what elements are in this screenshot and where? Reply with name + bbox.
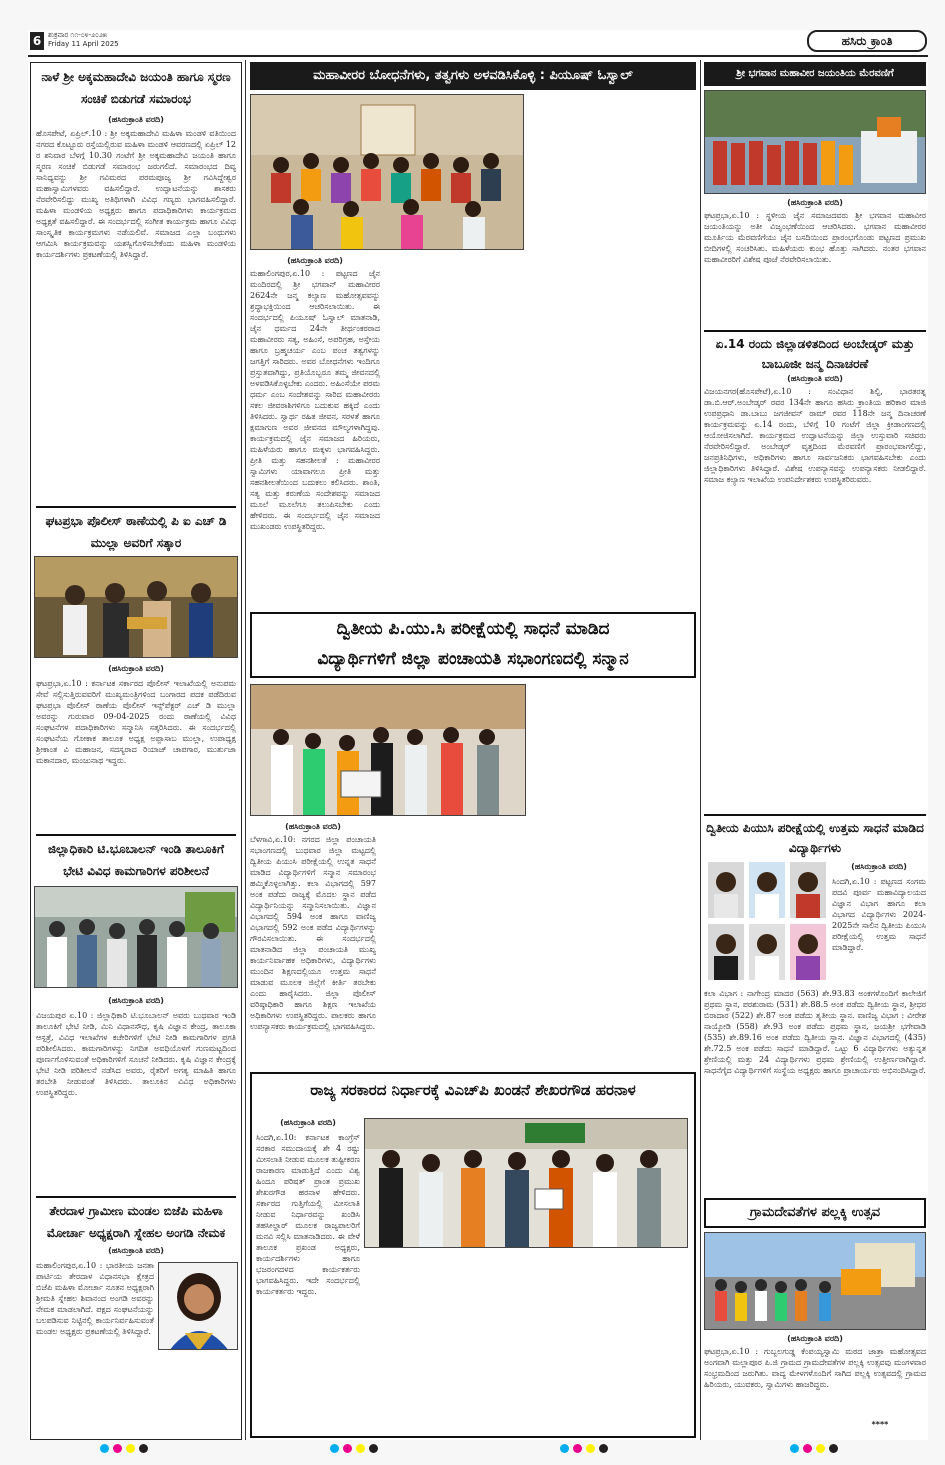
- body-police: ಘಟಪ್ರಭಾ,ಏ.10 : ಕರ್ನಾಟಕ ಸರ್ಕಾರದ ಪೊಲೀಸ್ ಇಲಾಖೆಯಲ್ಲಿ ಅನುಪಮ ಸೇವೆ ಸಲ್ಲಿಸುತ್ತಿರುವವರಿಗೆ ಮುಖ್ಯಮಂತ್ರಿಗಳಿಂದ ಬಂಗಾರದ ಪದಕ ಪಡೆದಿರುವ ಘಟಪ್ರಭಾ ಪೊಲೀಸ್ ಠಾಣೆಯ ಪೊಲೀಸ್ ಇನ್ಸ್‌ಪೆಕ್ಟರ್ ಎಚ್ ಡಿ ಮುಲ್ಲಾ ಅವರನ್ನು ಗುರುವಾರ 09-04-2025 ರಂದು ಠಾಣೆಯಲ್ಲಿ ವಿವಿಧ ಸಂಘಟನೆಗಳ ಪದಾಧಿಕಾರಿಗಳು ಸನ್ಮಾನಿಸಿ ಸತ್ಕರಿಸಿದರು. ಈ ಸಂದರ್ಭದಲ್ಲಿ ಸಂಘಟನೆಯ ಗೋಕಾಕ ತಾಲೂಕ ಅಧ್ಯಕ್ಷ ಅಪ್ಪಾಸಾಬ ಮುಲ್ಲಾ, ಉಪಾಧ್ಯಕ್ಷ ಶ್ರೀಕಾಂತ ವಿ ಮಹಾಜನ, ಸದಸ್ಯರಾದ ರಿಯಾಜ್ ಚಾಪಗಾರ, ಮುರ್ತುಜಾ ಮಕಾನದಾರ, ಮಂಜುನಾಥ ಇದ್ದರು.: [36, 679, 236, 765]
- body-vhp-col2: [364, 1254, 468, 1432]
- credit-procession: (ಹಸಿರುಕ್ರಾಂತಿ ವರದಿ): [787, 198, 843, 207]
- headline-akkamahadevi: ನಾಳೆ ಶ್ರೀ ಅಕ್ಕಮಹಾದೇವಿ ಜಯಂತಿ ಹಾಗೂ ಸ್ಮರಣ ಸಂಚಿಕೆ ಬಿಡುಗಡೆ ಸಮಾರಂಭ: [41, 70, 231, 106]
- register-dot-yellow: [816, 1444, 825, 1453]
- headline-collector: ಜಿಲ್ಲಾಧಿಕಾರಿ ಟಿ.ಭೂಬಾಲನ್ ಇಂಡಿ ತಾಲೂಕಿಗೆ ಭೇಟಿ ವಿವಿಧ ಕಾಮಗಾರಿಗಳ ಪರಿಶೀಲನೆ: [36, 834, 236, 882]
- register-dot-yellow: [586, 1444, 595, 1453]
- body-vhp-col4: [584, 1254, 688, 1432]
- issue-date-english: Friday 11 April 2025: [48, 40, 119, 48]
- headline-police: ಘಟಪ್ರಭಾ ಪೊಲೀಸ್ ಠಾಣೆಯಲ್ಲಿ ಪಿ ಐ ಎಚ್ ಡಿ ಮುಲ್ಲಾ ಅವರಿಗೆ ಸತ್ಕಾರ: [36, 506, 236, 554]
- register-dot-yellow: [356, 1444, 365, 1453]
- register-dot-magenta: [343, 1444, 352, 1453]
- register-dot-black: [599, 1444, 608, 1453]
- article-end-mark: ****: [871, 1420, 889, 1429]
- headline-ambedkar: ಏ.14 ರಂದು ಜಿಲ್ಲಾಡಳಿತದಿಂದ ಅಂಬೇಡ್ಕರ್ ಮತ್ತು ಬಾಬೂಜೀ ಜನ್ಮ ದಿನಾಚರಣೆ: [704, 330, 926, 374]
- credit-police: (ಹಸಿರುಕ್ರಾಂತಿ ವರದಿ): [108, 664, 164, 673]
- registration-marks: [790, 1444, 838, 1453]
- photo-vhp-memorandum: [364, 1118, 688, 1248]
- headline-puc-line2: ವಿದ್ಯಾರ್ಥಿಗಳಿಗೆ ಜಿಲ್ಲಾ ಪಂಚಾಯತಿ ಸಭಾಂಗಣದಲ್ಲಿ ಸನ್ಮಾನ: [317, 649, 629, 669]
- issue-date-kannada: ಶುಕ್ರವಾರ ೧೧-೦೪-೨೦೨೫: [48, 31, 107, 39]
- body-bjp-intro: ಮಹಾಲಿಂಗಪುರ,ಏ.10 : ಭಾರತೀಯ ಜನತಾ ಪಾರ್ಟಿಯ ತೇರದಾಳ ವಿಧಾನಸಭಾ ಕ್ಷೇತ್ರದ ಬಿಜೆಪಿ ಮಹಿಳಾ ಮೋರ್ಚಾ ನೂತನ ಅಧ್ಯಕ್ಷರಾಗಿ ಶ್ರೀಮತಿ ಸ್ನೇಹಲ ಶಿವಾನಂದ ಅಂಗಡಿ ಅವರನ್ನು ನೇಮಕ ಮಾಡಲಾಗಿದೆ. ಪಕ್ಷದ ಸಂಘಟನೆಯನ್ನು ಬಲಪಡಿಸುವ ನಿಟ್ಟಿನಲ್ಲಿ ಕಾರ್ಯನಿರ್ವಹಿಸುವಂತೆ ಮಂಡಲ ಅಧ್ಯಕ್ಷರು ಪ್ರಕಟಣೆಯಲ್ಲಿ ತಿಳಿಸಿದ್ದಾರೆ.: [36, 1261, 154, 1336]
- body-mahaveer-col1: ಮಹಾಲಿಂಗಪುರ,ಏ.10 : ಪಟ್ಟಣದ ಜೈನ ಮಂದಿರದಲ್ಲಿ ಶ್ರೀ ಭಗವಾನ್ ಮಹಾವೀರರ 2624ನೇ ಜನ್ಮ ಕಲ್ಯಾಣ ಮಹೋತ್ಸವವನ್ನು ಶ್ರದ್ಧಾಭಕ್ತಿಯಿಂದ ಆಚರಿಸಲಾಯಿತು. ಈ ಸಂದರ್ಭದಲ್ಲಿ ಪಿಯೂಷ್ ಓಸ್ವಾಲ್ ಮಾತನಾಡಿ, ಜೈನ ಧರ್ಮದ 24ನೇ ತೀರ್ಥಂಕರರಾದ ಮಹಾವೀರರು ಸತ್ಯ, ಅಹಿಂಸೆ, ಅಪರಿಗ್ರಹ, ಅಸ್ತೇಯ ಹಾಗೂ ಬ್ರಹ್ಮಚರ್ಯ ಎಂಬ ಪಂಚ ತತ್ವಗಳನ್ನು ಜಗತ್ತಿಗೆ ಸಾರಿದರು. ಅವರ ಬೋಧನೆಗಳು ಇಂದಿಗೂ ಪ್ರಸ್ತುತವಾಗಿದ್ದು, ಪ್ರತಿಯೊಬ್ಬರೂ ತಮ್ಮ ಜೀವನದಲ್ಲಿ ಅಳವಡಿಸಿಕೊಳ್ಳಬೇಕು ಎಂದರು. ಅಹಿಂಸೆಯೇ ಪರಮ ಧರ್ಮ ಎಂಬ ಸಂದೇಶವನ್ನು ಸಾರಿದ ಮಹಾವೀರರು ಸಕಲ ಜೀವರಾಶಿಗಳಿಗೂ ಬದುಕುವ ಹಕ್ಕಿದೆ ಎಂದು ತಿಳಿಸಿದರು. ಸ್ವಾರ್ಥ ರಹಿತ ಜೀವನ, ಸರಳತೆ ಹಾಗೂ ಕ್ಷಮಾಗುಣ ಅವರ ಜೀವನದ ಮೌಲ್ಯಗಳಾಗಿದ್ದವು. ಕಾರ್ಯಕ್ರಮದಲ್ಲಿ ಜೈನ ಸಮಾಜದ ಹಿರಿಯರು, ಮಹಿಳೆಯರು ಹಾಗೂ ಮಕ್ಕಳು ಭಾಗವಹಿಸಿದ್ದರು. ಪ್ರೀತಿ ಮತ್ತು ಸಹನಶೀಲತೆ : ಮಹಾವೀರರ ಸ್ವಾಮಿಗಳು ಯಾವಾಗಲೂ ಪ್ರೀತಿ ಮತ್ತು ಸಹನಶೀಲತೆಯಿಂದ ಬದುಕಲು ಕಲಿಸಿದರು. ಶಾಂತಿ, ಸತ್ಯ ಮತ್ತು ಕರುಣೆಯ ಸಂದೇಶವನ್ನು ಸಮಾಜದ ಮೂಲೆ ಮೂಲೆಗೂ ತಲುಪಿಸಬೇಕು ಎಂದು ಹೇಳಿದರು. ಈ ಸಂದರ್ಭದಲ್ಲಿ ಜೈನ ಸಮಾಜದ ಮುಖಂಡರು ಉಪಸ್ಥಿತರಿದ್ದರು.: [250, 269, 380, 531]
- headline-vhp: ರಾಜ್ಯ ಸರಕಾರದ ನಿರ್ಧಾರಕ್ಕೆ ವಿಎಚ್‌ಪಿ ಖಂಡನೆ ಶೇಖರಗೌಡ ಹರನಾಳ: [310, 1081, 636, 1099]
- register-dot-cyan: [100, 1444, 109, 1453]
- register-dot-cyan: [560, 1444, 569, 1453]
- registration-marks: [100, 1444, 148, 1453]
- headline-procession: ಶ್ರೀ ಭಗವಾನ ಮಹಾವೀರ ಜಯಂತಿಯ ಮೆರವಣಿಗೆ: [704, 62, 926, 86]
- body-akkamahadevi: ಹೊಸಪೇಟೆ, ಏಪ್ರಿಲ್.10 : ಶ್ರೀ ಅಕ್ಕಮಹಾದೇವಿ ಮಹಿಳಾ ಮಂಡಳಿ ವತಿಯಿಂದ ನಗರದ ಕೊಟ್ಟೂರು ರಸ್ತೆಯಲ್ಲಿರುವ ಮಹಿಳಾ ಮಂಡಳಿ ಆವರಣದಲ್ಲಿ ಏಪ್ರಿಲ್ 12 ರ ಶನಿವಾರ ಬೆಳಗ್ಗೆ 10.30 ಗಂಟೆಗೆ ಶ್ರೀ ಅಕ್ಕಮಹಾದೇವಿ ಜಯಂತಿ ಹಾಗೂ ಸ್ಮರಣ ಸಂಚಿಕೆ ಬಿಡುಗಡೆ ಸಮಾರಂಭ ಜರುಗಲಿದೆ. ಸಮಾರಂಭದ ದಿವ್ಯ ಸಾನಿಧ್ಯವನ್ನು ಶ್ರೀ ಗವಿಮಠದ ಪರಮಪೂಜ್ಯ ಶ್ರೀ ಗವಿಸಿದ್ದೇಶ್ವರ ಮಹಾಸ್ವಾಮಿಗಳವರು ವಹಿಸಲಿದ್ದಾರೆ. ಉದ್ಘಾಟನೆಯನ್ನು ಶಾಸಕರು ನೆರವೇರಿಸಲಿದ್ದು ಮುಖ್ಯ ಅತಿಥಿಗಳಾಗಿ ವಿವಿಧ ಗಣ್ಯರು ಭಾಗವಹಿಸಲಿದ್ದಾರೆ. ಮಹಿಳಾ ಮಂಡಳಿಯ ಅಧ್ಯಕ್ಷರು ಹಾಗೂ ಪದಾಧಿಕಾರಿಗಳು ಕಾರ್ಯಕ್ರಮದ ಅಧ್ಯಕ್ಷತೆ ವಹಿಸಲಿದ್ದಾರೆ. ಈ ಸಂದರ್ಭದಲ್ಲಿ ಸಂಗೀತ ಕಾರ್ಯಕ್ರಮ ಹಾಗೂ ವಿವಿಧ ಸಾಂಸ್ಕೃತಿಕ ಕಾರ್ಯಕ್ರಮಗಳು ನಡೆಯಲಿವೆ. ಸಮಾಜದ ಎಲ್ಲಾ ಬಂಧುಗಳು ಆಗಮಿಸಿ ಕಾರ್ಯಕ್ರಮವನ್ನು ಯಶಸ್ವಿಗೊಳಿಸಬೇಕೆಂದು ಮಹಿಳಾ ಮಂಡಳಿಯ ಕಾರ್ಯದರ್ಶಿಗಳು ಪ್ರಕಟಣೆಯಲ್ಲಿ ತಿಳಿಸಿದ್ದಾರೆ.: [36, 129, 236, 259]
- register-dot-magenta: [113, 1444, 122, 1453]
- credit-puc: (ಹಸಿರುಕ್ರಾಂತಿ ವರದಿ): [285, 822, 341, 831]
- registration-marks: [330, 1444, 378, 1453]
- issue-date: [48, 31, 119, 49]
- body-vhp-col1: ಸಿಂದಗಿ,ಏ.10: ಕರ್ನಾಟಕ ಕಾಂಗ್ರೆಸ್ ಸರಕಾರ ಸಮುದಾಯಕ್ಕೆ ಶೇ 4 ರಷ್ಟು ಮೀಸಲಾತಿ ನೀಡುವ ಮೂಲಕ ತುಷ್ಟೀಕರಣ ರಾಜಕಾರಣ ಮಾಡುತ್ತಿದೆ ಎಂದು ವಿಶ್ವ ಹಿಂದೂ ಪರಿಷತ್ ಪ್ರಾಂತ ಪ್ರಮುಖ ಶೇಖರಗೌಡ ಹರನಾಳ ಹೇಳಿದರು. ಸರ್ಕಾರದ ಗುತ್ತಿಗೆಯಲ್ಲಿ ಮೀಸಲಾತಿ ನೀಡುವ ನಿರ್ಧಾರವನ್ನು ಖಂಡಿಸಿ ತಹಸೀಲ್ದಾರ್ ಮೂಲಕ ರಾಜ್ಯಪಾಲರಿಗೆ ಮನವಿ ಸಲ್ಲಿಸಿ ಮಾತನಾಡಿದರು. ಈ ವೇಳೆ ತಾಲೂಕ ಪ್ರಖಂಡ ಅಧ್ಯಕ್ಷರು, ಕಾರ್ಯದರ್ಶಿಗಳು ಹಾಗೂ ಭಜರಂಗದಳದ ಕಾರ್ಯಕರ್ತರು ಭಾಗವಹಿಸಿದ್ದರು. ಇದೇ ಸಂದರ್ಭದಲ್ಲಿ ಕಾರ್ಯಕರ್ತರು ಇದ್ದರು.: [256, 1133, 360, 1296]
- photo-collector-visit: [34, 886, 238, 988]
- headline-palki: ಗ್ರಾಮದೇವತೆಗಳ ಪಲ್ಲಕ್ಕಿ ಉತ್ಸವ: [704, 1198, 926, 1228]
- credit-collector: (ಹಸಿರುಕ್ರಾಂತಿ ವರದಿ): [108, 996, 164, 1005]
- credit-ambedkar: (ಹಸಿರುಕ್ರಾಂತಿ ವರದಿ): [787, 374, 843, 383]
- credit-bjp: (ಹಸಿರುಕ್ರಾಂತಿ ವರದಿ): [108, 1246, 164, 1255]
- credit-palki: (ಹಸಿರುಕ್ರಾಂತಿ ವರದಿ): [787, 1334, 843, 1343]
- register-dot-magenta: [573, 1444, 582, 1453]
- body-students: ಕಲಾ ವಿಭಾಗ : ನಾಗೇಂದ್ರ ಮಾದರ (563) ಶೇ.93.83 ಅಂಕಗಳೊಂದಿಗೆ ಕಾಲೇಜಿಗೆ ಪ್ರಥಮ ಸ್ಥಾನ, ಪರಶುರಾಮ (531) ಶೇ.88.5 ಅಂಕ ಪಡೆದು ದ್ವಿತೀಯ ಸ್ಥಾನ, ಶ್ರೀಧರ ಬಿರಾದಾರ (522) ಶೇ.87 ಅಂಕ ಪಡೆದು ತೃತೀಯ ಸ್ಥಾನ. ವಾಣಿಜ್ಯ ವಿಭಾಗ : ವೀರೇಶ ನಾಯ್ಕೋಡಿ (558) ಶೇ.93 ಅಂಕ ಪಡೆದು ಪ್ರಥಮ ಸ್ಥಾನ, ಜಯಶ್ರೀ ಭಗೇವಾಡಿ (535) ಶೇ.89.16 ಅಂಕ ಪಡೆದು ದ್ವಿತೀಯ ಸ್ಥಾನ. ವಿಜ್ಞಾನ ವಿಭಾಗದಲ್ಲಿ (435) ಶೇ.72.5 ಅಂಕ ಪಡೆದು ಸಾಧನೆ ಮಾಡಿದ್ದಾರೆ. ಒಟ್ಟು 6 ವಿದ್ಯಾರ್ಥಿಗಳು ಅತ್ಯುನ್ನತ ಶ್ರೇಣಿಯಲ್ಲಿ ಮತ್ತು 24 ವಿದ್ಯಾರ್ಥಿಗಳು ಪ್ರಥಮ ಶ್ರೇಣಿಯಲ್ಲಿ ಉತ್ತೀರ್ಣರಾಗಿದ್ದಾರೆ. ಸಾಧನೆಗೈದ ವಿದ್ಯಾರ್ಥಿಗಳಿಗೆ ಸಂಸ್ಥೆಯ ಅಧ್ಯಕ್ಷರು ಹಾಗೂ ಪ್ರಾಚಾರ್ಯರು ಅಭಿನಂದಿಸಿದ್ದಾರೆ.: [704, 989, 926, 1075]
- body-puc-col2: [382, 822, 526, 1066]
- photo-snehal-angadi: [158, 1262, 238, 1350]
- credit-vhp: (ಹಸಿರುಕ್ರಾಂತಿ ವರದಿ): [280, 1118, 336, 1127]
- photo-jain-temple-gathering: [250, 94, 524, 250]
- page-number: 6: [30, 32, 44, 50]
- body-students-intro: ಸಿಂದಗಿ,ಏ.10 : ಪಟ್ಟಣದ ಸಂಗಮ ಪದವಿ ಪೂರ್ವ ಮಹಾವಿದ್ಯಾಲಯದ ವಿಜ್ಞಾನ ವಿಭಾಗ ಹಾಗೂ ಕಲಾ ವಿಭಾಗದ ವಿದ್ಯಾರ್ಥಿಗಳು 2024-2025ನೇ ಸಾಲಿನ ದ್ವಿತೀಯ ಪಿಯುಸಿ ಪರೀಕ್ಷೆಯಲ್ಲಿ ಉತ್ತಮ ಸಾಧನೆ ಮಾಡಿದ್ದಾರೆ.: [832, 877, 926, 952]
- body-mahaveer-col2: [386, 256, 524, 606]
- photo-students-grid: [706, 860, 828, 982]
- register-dot-black: [369, 1444, 378, 1453]
- body-vhp-col3: [474, 1254, 578, 1432]
- registration-marks: [560, 1444, 608, 1453]
- photo-palki-festival: [704, 1232, 926, 1330]
- column-divider: [700, 60, 701, 1440]
- register-dot-cyan: [790, 1444, 799, 1453]
- register-dot-black: [829, 1444, 838, 1453]
- body-mahaveer-col3: [530, 94, 696, 606]
- body-collector: ವಿಜಯಪುರ ಏ.10 : ಜಿಲ್ಲಾಧಿಕಾರಿ ಟಿ.ಭೂಬಾಲನ್ ಅವರು ಬುಧವಾರ ಇಂಡಿ ತಾಲೂಕಿಗೆ ಭೇಟಿ ನೀಡಿ, ಮಿನಿ ವಿಧಾನಸೌಧ, ಕೃಷಿ ವಿಜ್ಞಾನ ಕೇಂದ್ರ, ತಾಲೂಕಾ ಆಸ್ಪತ್ರೆ, ವಿವಿಧ ಇಲಾಖೆಗಳ ಕಚೇರಿಗಳಿಗೆ ಭೇಟಿ ನೀಡಿ ಕಾಮಗಾರಿಗಳ ಪ್ರಗತಿ ಪರಿಶೀಲಿಸಿದರು. ಕಾಮಗಾರಿಗಳನ್ನು ನಿಗದಿತ ಅವಧಿಯೊಳಗೆ ಗುಣಮಟ್ಟದಿಂದ ಪೂರ್ಣಗೊಳಿಸುವಂತೆ ಅಧಿಕಾರಿಗಳಿಗೆ ಸೂಚನೆ ನೀಡಿದರು. ಕೃಷಿ ವಿಜ್ಞಾನ ಕೇಂದ್ರಕ್ಕೆ ಭೇಟಿ ನೀಡಿ ಪರಿಶೀಲನೆ ನಡೆಸಿದ ಅವರು, ರೈತರಿಗೆ ಅಗತ್ಯ ಮಾಹಿತಿ ಹಾಗೂ ತರಬೇತಿ ನೀಡುವಂತೆ ತಿಳಿಸಿದರು. ತಾಲೂಕಿನ ವಿವಿಧ ಅಧಿಕಾರಿಗಳು ಉಪಸ್ಥಿತರಿದ್ದರು.: [36, 1011, 236, 1097]
- credit-mahaveer: (ಹಸಿರುಕ್ರಾಂತಿ ವರದಿ): [287, 256, 343, 265]
- newspaper-brand: ಹಸಿರು ಕ್ರಾಂತಿ: [807, 30, 927, 52]
- body-bjp-cont: [36, 1354, 236, 1438]
- photo-police-felicitation: [34, 556, 238, 658]
- register-dot-cyan: [330, 1444, 339, 1453]
- body-puc-col3: [532, 684, 696, 1066]
- body-procession: ಘಟಪ್ರಭಾ,ಏ.10 : ಸ್ಥಳೀಯ ಜೈನ ಸಮಾಜದವರು ಶ್ರೀ ಭಗವಾನ ಮಹಾವೀರ ಜಯಂತಿಯನ್ನು ಅತೀ ವಿಜೃಂಭಣೆಯಿಂದ ಆಚರಿಸಿದರು. ಭಗವಾನ ಮಹಾವೀರರ ಮೂರ್ತಿಯ ಮೆರವಣಿಗೆಯು ಜೈನ ಬಸದಿಯಿಂದ ಪ್ರಾರಂಭಗೊಂಡು ಪಟ್ಟಣದ ಪ್ರಮುಖ ಬೀದಿಗಳಲ್ಲಿ ಸಂಚರಿಸಿತು. ಮಹಿಳೆಯರು ಕುಂಭ ಹೊತ್ತು ಸಾಗಿದರು. ನಂತರ ಭಗವಾನ ಮಹಾವೀರರಿಗೆ ವಿಶೇಷ ಪೂಜೆ ನೆರವೇರಿಸಲಾಯಿತು.: [704, 211, 926, 264]
- headline-students: ದ್ವಿತೀಯ ಪಿಯುಸಿ ಪರೀಕ್ಷೆಯಲ್ಲಿ ಉತ್ತಮ ಸಾಧನೆ ಮಾಡಿದ ವಿದ್ಯಾರ್ಥಿಗಳು: [704, 814, 926, 858]
- headline-bjp: ತೇರದಾಳ ಗ್ರಾಮೀಣ ಮಂಡಲ ಬಿಜೆಪಿ ಮಹಿಳಾ ಮೋರ್ಚಾ ಅಧ್ಯಕ್ಷರಾಗಿ ಸ್ನೇಹಲ ಅಂಗಡಿ ನೇಮಕ: [36, 1196, 236, 1244]
- headline-mahaveer: ಮಹಾವೀರರ ಬೋಧನೆಗಳು, ತತ್ವಗಳು ಅಳವಡಿಸಿಕೊಳ್ಳಿ : ಪಿಯೂಷ್ ಓಸ್ವಾಲ್: [250, 62, 696, 90]
- register-dot-black: [139, 1444, 148, 1453]
- register-dot-yellow: [126, 1444, 135, 1453]
- body-palki: ಘಟಪ್ರಭಾ,ಏ.10 : ಗುಬ್ಬಲಗುಡ್ಡ ಕೆಂಪಯ್ಯಸ್ವಾಮಿ ಮಠದ ಜಾತ್ರಾ ಮಹೋತ್ಸವದ ಅಂಗವಾಗಿ ಮಲ್ಲಾಪೂರ ಪಿ.ಜಿ ಗ್ರಾಮದ ಗ್ರಾಮದೇವತೆಗಳ ಪಲ್ಲಕ್ಕಿ ಉತ್ಸವವು ಮಂಗಳವಾರ ಸಂಭ್ರಮದಿಂದ ಜರುಗಿತು. ವಾದ್ಯ ಮೇಳಗಳೊಂದಿಗೆ ಸಾಗಿದ ಪಲ್ಲಕ್ಕಿ ಉತ್ಸವದಲ್ಲಿ ಗ್ರಾಮದ ಹಿರಿಯರು, ಯುವಕರು, ಸ್ವಾಮಿಗಳು ಹಾಜರಿದ್ದರು.: [704, 1347, 926, 1389]
- photo-puc-felicitation: [250, 684, 526, 816]
- photo-procession: [704, 90, 926, 194]
- column-divider: [245, 60, 246, 1440]
- headline-puc: [250, 612, 696, 678]
- header-rule: [28, 55, 928, 57]
- headline-puc-line1: ದ್ವಿತೀಯ ಪಿ.ಯು.ಸಿ ಪರೀಕ್ಷೆಯಲ್ಲಿ ಸಾಧನೆ ಮಾಡಿದ: [336, 619, 610, 639]
- body-puc-col1: ಬೆಳಗಾವಿ,ಏ.10: ನಗರದ ಜಿಲ್ಲಾ ಪಂಚಾಯತಿ ಸಭಾಂಗಣದಲ್ಲಿ ಬುಧವಾರ ಜಿಲ್ಲಾ ಮಟ್ಟದಲ್ಲಿ ದ್ವಿತೀಯ ಪಿಯುಸಿ ಪರೀಕ್ಷೆಯಲ್ಲಿ ಉನ್ನತ ಸಾಧನೆ ಮಾಡಿದ ವಿದ್ಯಾರ್ಥಿಗಳಿಗೆ ಸನ್ಮಾನ ಸಮಾರಂಭ ಹಮ್ಮಿಕೊಳ್ಳಲಾಗಿತ್ತು. ಕಲಾ ವಿಭಾಗದಲ್ಲಿ 597 ಅಂಕ ಪಡೆದು ರಾಜ್ಯಕ್ಕೆ ಮೊದಲ ಸ್ಥಾನ ಪಡೆದ ವಿದ್ಯಾರ್ಥಿನಿಯನ್ನು ಸನ್ಮಾನಿಸಲಾಯಿತು. ವಿಜ್ಞಾನ ವಿಭಾಗದಲ್ಲಿ 594 ಅಂಕ ಹಾಗೂ ವಾಣಿಜ್ಯ ವಿಭಾಗದಲ್ಲಿ 592 ಅಂಕ ಪಡೆದ ವಿದ್ಯಾರ್ಥಿಗಳನ್ನು ಗೌರವಿಸಲಾಯಿತು. ಈ ಸಂದರ್ಭದಲ್ಲಿ ಮಾತನಾಡಿದ ಜಿಲ್ಲಾ ಪಂಚಾಯತಿ ಮುಖ್ಯ ಕಾರ್ಯನಿರ್ವಾಹಕ ಅಧಿಕಾರಿಗಳು, ವಿದ್ಯಾರ್ಥಿಗಳು ಮುಂದಿನ ಶಿಕ್ಷಣದಲ್ಲಿಯೂ ಉತ್ತಮ ಸಾಧನೆ ಮಾಡುವ ಮೂಲಕ ಜಿಲ್ಲೆಗೆ ಕೀರ್ತಿ ತರಬೇಕು ಎಂದು ಹಾರೈಸಿದರು. ಜಿಲ್ಲಾ ಪೊಲೀಸ್ ವರಿಷ್ಠಾಧಿಕಾರಿ ಹಾಗೂ ಶಿಕ್ಷಣ ಇಲಾಖೆಯ ಅಧಿಕಾರಿಗಳು ಉಪಸ್ಥಿತರಿದ್ದರು. ಪಾಲಕರು ಹಾಗೂ ಉಪನ್ಯಾಸಕರು ಕಾರ್ಯಕ್ರಮದಲ್ಲಿ ಭಾಗವಹಿಸಿದ್ದರು.: [250, 835, 376, 1031]
- credit-students: (ಹಸಿರುಕ್ರಾಂತಿ ವರದಿ): [851, 862, 907, 871]
- body-ambedkar: ವಿಜಯನಗರ(ಹೊಸಪೇಟೆ),ಏ.10 : ಸಂವಿಧಾನ ಶಿಲ್ಪಿ, ಭಾರತರತ್ನ ಡಾ.ಬಿ.ಆರ್.ಅಂಬೇಡ್ಕರ್ ರವರ 134ನೇ ಹಾಗೂ ಹಸಿರು ಕ್ರಾಂತಿಯ ಹರಿಕಾರ ಮಾಜಿ ಉಪಪ್ರಧಾನಿ ಡಾ.ಬಾಬು ಜಗಜೀವನ್ ರಾಮ್ ರವರ 118ನೇ ಜನ್ಮ ದಿನಾಚರಣೆ ಕಾರ್ಯಕ್ರಮವನ್ನು ಏ.14 ರಂದು, ಬೆಳಿಗ್ಗೆ 10 ಗಂಟೆಗೆ ಜಿಲ್ಲಾ ಕ್ರೀಡಾಂಗಣದಲ್ಲಿ ಆಯೋಜಿಸಲಾಗಿದೆ. ಕಾರ್ಯಕ್ರಮದ ಉದ್ಘಾಟನೆಯನ್ನು ಜಿಲ್ಲಾ ಉಸ್ತುವಾರಿ ಸಚಿವರು ನೆರವೇರಿಸಲಿದ್ದಾರೆ. ಅಂಬೇಡ್ಕರ್ ವೃತ್ತದಿಂದ ಮೆರವಣಿಗೆ ಪ್ರಾರಂಭವಾಗಲಿದ್ದು, ಜನಪ್ರತಿನಿಧಿಗಳು, ಅಧಿಕಾರಿಗಳು ಹಾಗೂ ಸಾರ್ವಜನಿಕರು ಭಾಗವಹಿಸಬೇಕು ಎಂದು ಜಿಲ್ಲಾಧಿಕಾರಿಗಳು ತಿಳಿಸಿದ್ದಾರೆ. ವಿಶೇಷ ಉಪನ್ಯಾಸವನ್ನು ಉಪನ್ಯಾಸಕರು ನೀಡಲಿದ್ದಾರೆ. ಸಮಾಜ ಕಲ್ಯಾಣ ಇಲಾಖೆಯ ಉಪನಿರ್ದೇಶಕರು ಉಪಸ್ಥಿತರಿರುವರು.: [704, 387, 926, 484]
- register-dot-magenta: [803, 1444, 812, 1453]
- credit-akkamahadevi: (ಹಸಿರುಕ್ರಾಂತಿ ವರದಿ): [108, 115, 164, 124]
